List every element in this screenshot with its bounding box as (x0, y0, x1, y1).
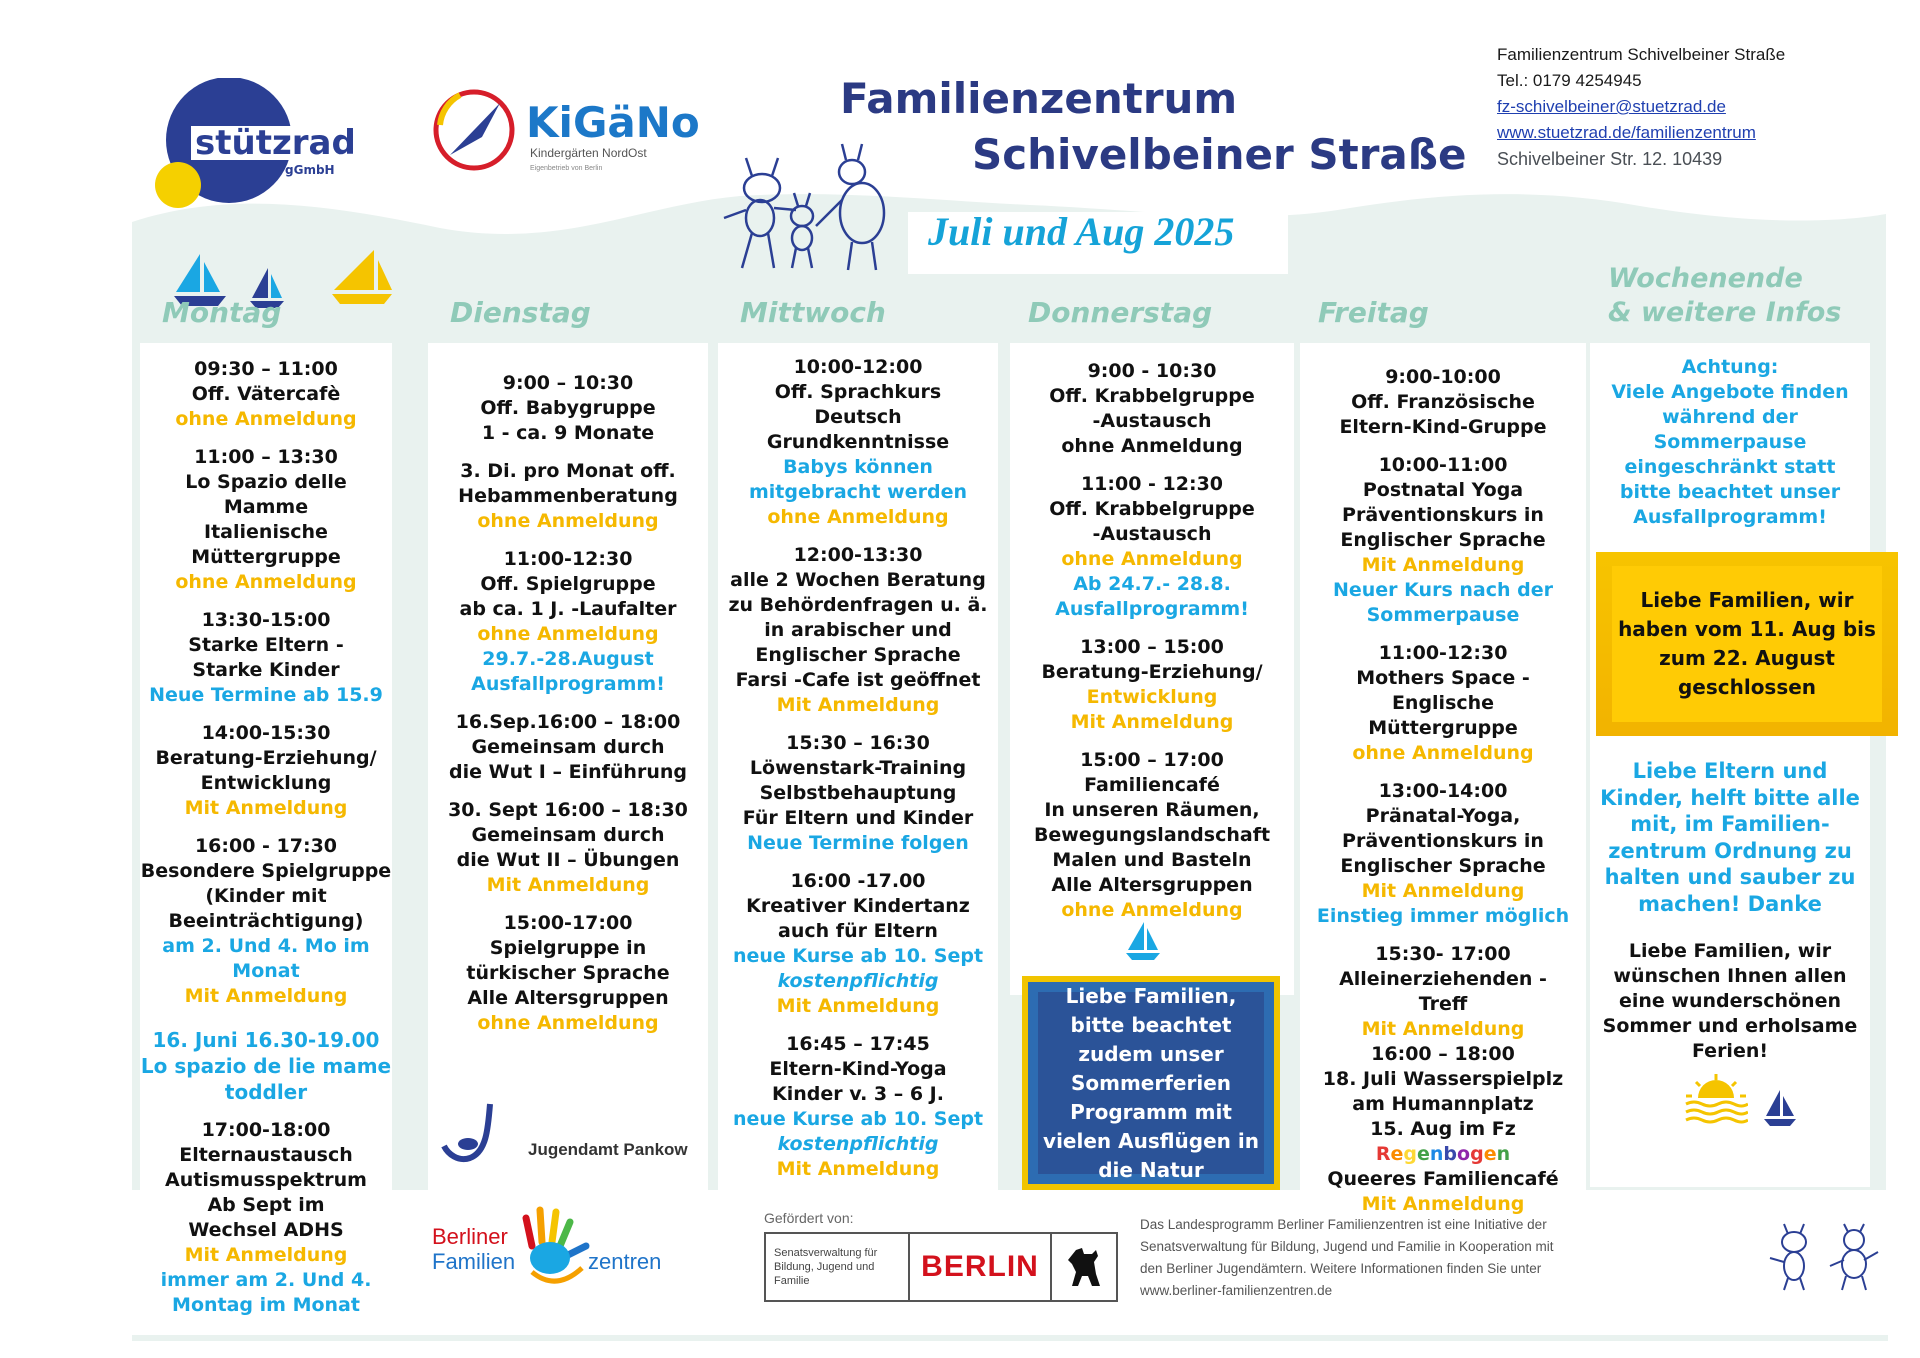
rainbow-letter: e (1390, 1143, 1404, 1165)
rainbow-letter: n (1429, 1143, 1444, 1165)
help-notice: Liebe Eltern und Kinder, helft bitte alle mit, im Familien- zentrum Ordnung zu halten und sauber zu machen! Danke (1600, 759, 1860, 916)
closed-notice-box (1596, 552, 1898, 736)
jugendamt-label: Jugendamt Pankow (528, 1140, 688, 1159)
event: 10:00-12:00 Off. Sprachkurs Deutsch Grundkenntnisse Babys können mitgebracht werden ohne Anmeldung (749, 356, 967, 528)
rainbow-letter: e (1417, 1143, 1430, 1165)
event: 15:30- 17:00 Alleinerziehenden - Treff Mit Anmeldung (1339, 943, 1547, 1040)
event: 9:00-10:00 Off. Französische Eltern-Kind-Gruppe (1339, 366, 1547, 438)
rainbow-letter: g (1403, 1143, 1417, 1165)
kigano-wordmark: KiGäNo (526, 98, 700, 147)
event: 13:00-14:00 Pränatal-Yoga, Präventionskurs in Englischer Sprache Mit Anmeldung Einstieg immer möglich (1316, 780, 1570, 927)
summer-program-box (1022, 976, 1280, 1190)
rainbow-letter: n (1496, 1143, 1511, 1165)
bfz-label-1: Berliner (432, 1224, 508, 1249)
contact-web-link[interactable]: www.stuetzrad.de/familienzentrum (1497, 123, 1756, 142)
rainbow-letter: o (1457, 1143, 1471, 1165)
rainbow-letter: R (1375, 1143, 1391, 1165)
bfz-label-3: zentren (588, 1249, 662, 1274)
stuetzrad-sub: gGmbH (285, 163, 335, 177)
column-dienstag (428, 343, 708, 1207)
event: 30. Sept 16:00 – 18:30 Gemeinsam durch die Wut II – Übungen Mit Anmeldung (448, 799, 688, 896)
day-heading-freitag: Freitag (1318, 296, 1429, 329)
senat-logo-box (764, 1232, 1118, 1302)
berlin-wordmark: BERLIN (908, 1234, 1052, 1300)
event: 16:00 – 18:00 18. Juli Wasserspielplz am Humannplatz 15. Aug im Fz Regenbogen Queeres Familiencafé Mit Anmeldung (1300, 1042, 1586, 1217)
summer-wishes: Liebe Familien, wir wünschen Ihnen allen eine wunderschönen Sommer und erholsame Ferien! (1602, 940, 1858, 1062)
kigano-logo (430, 85, 710, 180)
event: 16:00 - 17:30 Besondere Spielgruppe (Kinder mit Beeinträchtigung) am 2. Und 4. Mo im Monat Mit Anmeldung (140, 835, 392, 1007)
event: 12:00-13:30 alle 2 Wochen Beratung zu Behördenfragen u. ä. in arabischer und Englischer Sprache Farsi -Cafe ist geöffnet Mit Anmeldung (728, 544, 988, 716)
day-heading-mittwoch: Mittwoch (740, 296, 886, 329)
stuetzrad-logo (155, 78, 365, 213)
sailboat-icon (1122, 920, 1164, 964)
kigano-sub2: Eigenbetrieb von Berlin (530, 165, 603, 172)
bug-characters-small-illustration (1764, 1222, 1884, 1292)
event: 16.Sep.16:00 – 18:00 Gemeinsam durch die Wut I – Einführung (449, 711, 687, 783)
summer-program-text: Liebe Familien, bitte beachtet zudem unser Sommerferien Programm mit vielen Ausflügen in die Natur (1038, 992, 1264, 1174)
column-mittwoch (718, 343, 998, 1201)
title-line-1: Familienzentrum (840, 74, 1238, 123)
footer-description: Das Landesprogramm Berliner Familienzentren ist eine Initiative der Senatsverwaltung für Bildung, Jugend und Familie in Kooperation mit den Berliner Jugendämtern. Weitere Informationen finden Sie unter www.berliner-familienzentren.de (1140, 1217, 1554, 1298)
contact-address: Schivelbeiner Str. 12. 10439 (1497, 149, 1723, 169)
contact-email-link[interactable]: fz-schivelbeiner@stuetzrad.de (1497, 97, 1726, 116)
contact-block (1497, 42, 1785, 172)
column-wochenende (1590, 343, 1870, 1187)
column-montag (140, 343, 392, 1316)
regenbogen-text (1300, 1142, 1586, 1167)
event: 10:00-11:00 Postnatal Yoga Präventionskurs in Englischer Sprache Mit Anmeldung Neuer Kurs nach der Sommerpause (1332, 454, 1553, 626)
event: 09:30 – 11:00 Off. Vätercafè ohne Anmeldung (175, 358, 357, 430)
hand-logo-icon (516, 1206, 596, 1288)
event: 13:00 – 15:00 Beratung-Erziehung/ Entwicklung Mit Anmeldung (1041, 636, 1263, 733)
event: 13:30-15:00 Starke Eltern - Starke Kinder Neue Termine ab 15.9 (149, 609, 383, 706)
event: 11:00 - 12:30 Off. Krabbelgruppe -Austausch ohne Anmeldung Ab 24.7.- 28.8. Ausfallprogramm! (1049, 473, 1255, 620)
event: 15:00-17:00 Spielgruppe in türkischer Sprache Alle Altersgruppen ohne Anmeldung (466, 912, 670, 1034)
event: 3. Di. pro Monat off. Hebammenberatung ohne Anmeldung (458, 460, 678, 532)
kigano-sub: Kindergärten NordOst (530, 146, 647, 160)
rainbow-letter: e (1483, 1143, 1497, 1165)
rainbow-letter: b (1443, 1143, 1458, 1165)
event: 16. Juni 16.30-19.00 Lo spazio de lie mame toddler (140, 1028, 392, 1104)
bfz-label-2: Familien (432, 1249, 516, 1274)
bug-characters-illustration (712, 138, 902, 278)
sun-over-waves-icon (1684, 1072, 1748, 1124)
day-heading-montag: Montag (162, 296, 282, 329)
day-heading-wochenende: Wochenende & weitere Infos (1608, 263, 1842, 328)
event: 11:00-12:30 Off. Spielgruppe ab ca. 1 J. -Laufalter ohne Anmeldung 29.7.-28.August Ausfallprogramm! (459, 548, 677, 695)
event: 11:00 – 13:30 Lo Spazio delle Mamme Italienische Müttergruppe ohne Anmeldung (175, 446, 357, 593)
achtung-notice: Achtung: Viele Angebote finden während der Sommerpause eingeschränkt statt bitte beachtet unser Ausfallprogramm! (1611, 356, 1849, 528)
berlin-bear-icon (1062, 1244, 1108, 1290)
event: 16:45 – 17:45 Eltern-Kind-Yoga Kinder v. 3 – 6 J. neue Kurse ab 10. Sept kostenpflichtig Mit Anmeldung (732, 1033, 984, 1180)
closed-notice-text: Liebe Familien, wir haben vom 11. Aug bis zum 22. August geschlossen (1612, 566, 1882, 722)
event: 16:00 -17.00 Kreativer Kindertanz auch für Eltern neue Kurse ab 10. Sept kostenpflichtig Mit Anmeldung (732, 870, 984, 1017)
contact-phone: Tel.: 0179 4254945 (1497, 71, 1642, 90)
column-donnerstag (1010, 343, 1294, 995)
jugendamt-logo (440, 1100, 520, 1170)
day-heading-dienstag: Dienstag (450, 296, 591, 329)
contact-name: Familienzentrum Schivelbeiner Straße (1497, 45, 1786, 64)
month-heading: Juli und Aug 2025 (928, 209, 1235, 254)
event: 9:00 – 10:30 Off. Babygruppe 1 - ca. 9 Monate (480, 372, 656, 444)
sailboat-icon (1760, 1088, 1800, 1128)
senat-text: Senatsverwaltung für Bildung, Jugend und Familie (774, 1247, 878, 1287)
event: 11:00-12:30 Mothers Space - Englische Müttergruppe ohne Anmeldung (1352, 642, 1534, 764)
day-heading-donnerstag: Donnerstag (1028, 296, 1213, 329)
rainbow-letter: g (1470, 1143, 1484, 1165)
event: 9:00 - 10:30 Off. Krabbelgruppe -Austausch ohne Anmeldung (1049, 360, 1255, 457)
event: 14:00-15:30 Beratung-Erziehung/ Entwicklung Mit Anmeldung (155, 722, 377, 819)
column-freitag (1300, 343, 1586, 1215)
event: 17:00-18:00 Elternaustausch Autismusspektrum Ab Sept im Wechsel ADHS Mit Anmeldung immer am 2. Und 4. Montag im Monat (160, 1119, 372, 1316)
event: 15:00 – 17:00 Familiencafé In unseren Räumen, Bewegungslandschaft Malen und Basteln Alle Altersgruppen ohne Anmeldung (1033, 749, 1271, 921)
title-line-2: Schivelbeiner Straße (972, 130, 1467, 179)
funding-label: Gefördert von: (764, 1210, 854, 1226)
stuetzrad-wordmark: stützrad (195, 123, 356, 163)
event: 15:30 – 16:30 Löwenstark-Training Selbstbehauptung Für Eltern und Kinder Neue Termine folgen (742, 732, 974, 854)
